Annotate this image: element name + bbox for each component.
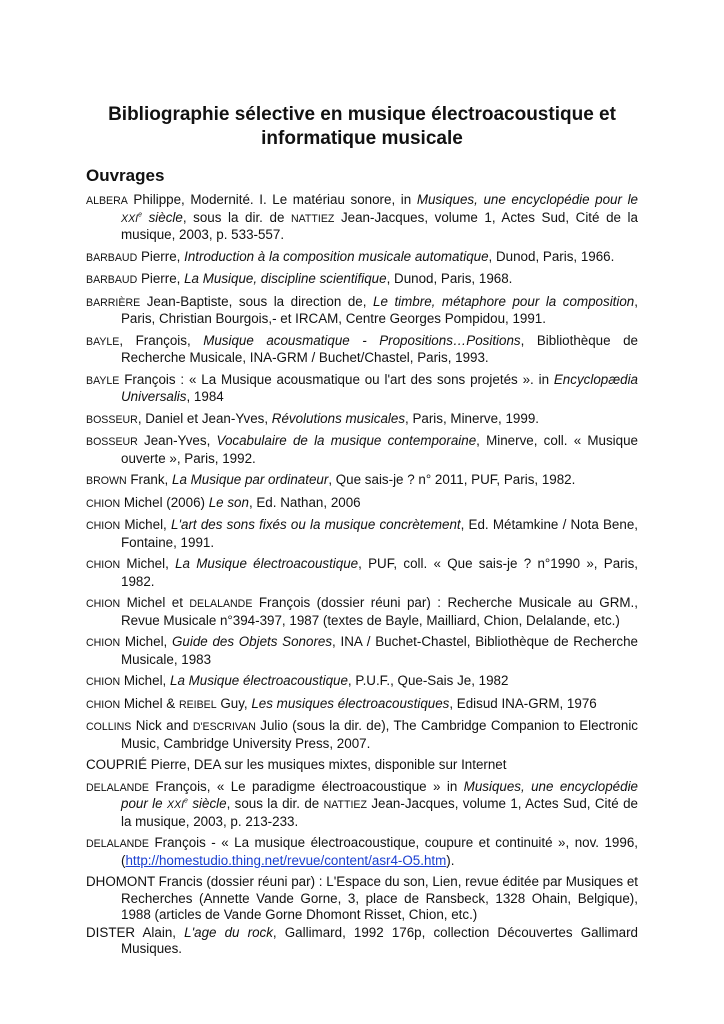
document-title xyxy=(60,103,664,151)
entry-text: Le timbre, métaphore pour la composition xyxy=(373,293,635,309)
entry-author: BARBAUD xyxy=(86,274,138,286)
entry-text: , Paris, Minerve, 1999. xyxy=(405,410,539,426)
entry-text: , Gallimard, 1992 176p, collection Découvertes Gallimard Musiques. xyxy=(121,924,638,956)
bibliography-entry xyxy=(86,556,638,590)
bibliography-entry xyxy=(86,595,638,629)
entry-text: , Ed. Nathan, 2006 xyxy=(248,494,361,510)
entry-author: CHION xyxy=(86,497,121,510)
entry-text: L'age du rock xyxy=(184,924,273,940)
entry-text: Michel et xyxy=(120,595,190,610)
entry-text: ). xyxy=(446,852,455,868)
entry-author: BARBAUD xyxy=(86,251,138,264)
entry-text: , François, xyxy=(119,332,204,348)
entry-text: Michel (2006) xyxy=(120,494,209,510)
entry-link[interactable]: http://homestudio.thing.net/revue/content/asr4-O5.htm xyxy=(125,852,447,868)
entry-author: BARRIÈRE xyxy=(86,296,141,309)
entry-text: Vocabulaire de la musique contemporaine xyxy=(216,433,477,448)
entry-author: XXI xyxy=(121,212,139,225)
entry-text: , Dunod, Paris, 1968. xyxy=(386,271,513,286)
entry-text: La Musique par ordinateur xyxy=(172,472,329,487)
bibliography-entry xyxy=(86,673,638,691)
bibliography-entry xyxy=(86,779,638,831)
entry-text: Le son xyxy=(208,494,249,510)
entry-author: CHION xyxy=(86,676,121,688)
bibliography-entry xyxy=(86,271,638,289)
entry-text: Jean-Baptiste, sous la direction de, xyxy=(140,293,373,309)
entry-author: DELALANDE xyxy=(86,781,149,794)
entry-text: La Musique, discipline scientifique xyxy=(184,271,387,286)
entry-text: , Daniel et Jean-Yves, xyxy=(137,410,272,426)
entry-text: , sous la dir. de xyxy=(226,796,324,811)
entry-text: , Edisud INA-GRM, 1976 xyxy=(449,695,597,711)
entry-text: , Dunod, Paris, 1966. xyxy=(488,248,615,264)
bibliography-entry xyxy=(86,472,638,490)
bibliography-entry xyxy=(86,249,638,267)
entry-text: Les musiques électroacoustiques xyxy=(251,695,450,711)
entry-text: Guy, xyxy=(216,695,252,711)
entry-text: Frank, xyxy=(126,472,172,487)
bibliography-entry xyxy=(86,495,638,513)
entry-text: Jean-Yves, xyxy=(137,433,217,448)
entry-text: , Minerve, coll. « Musique ouverte », Paris, 1992. xyxy=(121,433,638,466)
entry-author: CHION xyxy=(86,520,121,532)
entry-text: Julio (sous la dir. de), The Cambridge Companion to Electronic Music, Cambridge University Press, 2007. xyxy=(121,718,638,751)
entry-author: BROWN xyxy=(86,475,127,487)
entry-text: Jean-Jacques, volume 1, Actes Sud, Cité de la musique, 2003, p. 533-557. xyxy=(121,209,638,242)
entry-text: Michel, xyxy=(120,634,172,649)
entry-text: Philippe, Modernité. I. Le matériau sonore, in xyxy=(127,192,417,207)
bibliography-entry xyxy=(86,874,638,924)
entry-author: BOSSEUR xyxy=(86,413,138,426)
entry-author: CHION xyxy=(86,598,121,610)
entry-text: Introduction à la composition musicale automatique xyxy=(184,248,489,264)
entry-author: DELALANDE xyxy=(86,838,149,850)
entry-superscript: e xyxy=(184,797,188,805)
entry-text: , PUF, coll. « Que sais-je ? n°1990 », Paris, 1982. xyxy=(121,556,638,589)
entry-text: siècle xyxy=(141,209,183,225)
entry-text: COUPRIÉ Pierre, DEA sur les musiques mixtes, disponible sur Internet xyxy=(86,757,507,772)
entry-author: NATTIEZ xyxy=(291,212,335,225)
entry-text: , Paris, Christian Bourgois,- et IRCAM, Centre Georges Pompidou, 1991. xyxy=(121,293,638,326)
bibliography-entry xyxy=(86,294,638,328)
entry-text: Révolutions musicales xyxy=(271,410,406,426)
entry-text: François (dossier réuni par) : Recherche Musicale au GRM., Revue Musicale n°394-397, 1987 (textes de Bayle, Mailliard, Chion, Delalande, etc.) xyxy=(121,595,638,628)
entry-text: , Bibliothèque de Recherche Musicale, INA-GRM / Buchet/Chastel, Paris, 1993. xyxy=(121,332,638,365)
entry-author: COLLINS xyxy=(86,721,132,733)
entry-text: , INA / Buchet-Chastel, Bibliothèque de Recherche Musicale, 1983 xyxy=(121,634,638,667)
entry-author: REIBEL xyxy=(178,698,217,711)
entry-text: Michel & xyxy=(120,695,179,711)
entry-author: CHION xyxy=(86,637,121,649)
entry-author: D'ESCRIVAN xyxy=(192,721,256,733)
entry-author: NATTIEZ xyxy=(323,799,367,811)
entry-text: DISTER Alain, xyxy=(86,924,185,940)
entry-text: François : « La Musique acousmatique ou l'art des sons projetés ». in xyxy=(119,371,554,387)
bibliography-entry xyxy=(86,835,638,869)
section-heading: Ouvrages xyxy=(86,166,165,185)
entry-text: François, « Le paradigme électroacoustique » in xyxy=(149,778,464,794)
entry-text: , sous la dir. de xyxy=(182,209,291,225)
entry-author: XXI xyxy=(166,799,185,811)
title-line-1: Bibliographie sélective en musique électroacoustique et xyxy=(108,104,616,125)
entry-author: ALBERA xyxy=(86,195,128,207)
entry-text: , 1984 xyxy=(186,389,224,404)
bibliography-entry xyxy=(86,696,638,714)
entry-text: Pierre, xyxy=(137,248,185,264)
entry-author: BAYLE xyxy=(86,374,120,387)
entry-text: , Ed. Métamkine / Nota Bene, Fontaine, 1991. xyxy=(121,517,638,550)
entry-text: Nick and xyxy=(131,718,193,733)
entry-text: François - « La musique électroacoustique, coupure et continuité », nov. 1996, ( xyxy=(121,835,638,868)
entry-text: La Musique électroacoustique xyxy=(170,673,348,688)
entry-text: , P.U.F., Que-Sais Je, 1982 xyxy=(347,673,509,688)
entry-text: DHOMONT Francis (dossier réuni par) : L'Espace du son, Lien, revue éditée par Musiques et Recherches (Annette Vande Gorne, 3, place de Ransbeck, 1328 Ohain, Belgique), 1988 (articles de Vande Gorne Dhomont Risset, Chion, etc.) xyxy=(86,874,638,922)
bibliography-entry xyxy=(86,925,638,958)
entry-text: Michel, xyxy=(120,517,171,532)
entry-text: La Musique électroacoustique xyxy=(175,556,359,571)
bibliography-entry xyxy=(86,517,638,551)
entry-text: Guide des Objets Sonores xyxy=(172,634,333,649)
entry-text: Musiques, une encyclopédie pour le xyxy=(416,192,638,207)
entry-author: BOSSEUR xyxy=(86,436,138,448)
title-line-2: informatique musicale xyxy=(261,128,463,149)
entry-author: CHION xyxy=(86,559,121,571)
entry-author: CHION xyxy=(86,698,121,711)
bibliography-entry xyxy=(86,718,638,752)
entry-text: Musique acousmatique - Propositions…Positions xyxy=(203,332,521,348)
bibliography-entry xyxy=(86,634,638,668)
entry-superscript: e xyxy=(138,211,142,219)
bibliography-entry xyxy=(86,372,638,406)
entry-text: Musiques, une encyclopédie pour le xyxy=(121,778,638,811)
bibliography-entry xyxy=(86,192,638,244)
bibliography-entry xyxy=(86,411,638,429)
entry-text: Michel, xyxy=(120,556,176,571)
entry-text: Michel, xyxy=(120,673,170,688)
entry-text: Pierre, xyxy=(137,271,185,286)
entry-text: L'art des sons fixés ou la musique concrètement xyxy=(171,517,461,532)
entry-text: Encyclopædia Universalis xyxy=(121,371,638,404)
bibliography-entry xyxy=(86,433,638,467)
entry-author: DELALANDE xyxy=(189,598,253,610)
bibliography-entry xyxy=(86,333,638,367)
entry-author: BAYLE xyxy=(86,335,120,348)
entry-text: Jean-Jacques, volume 1, Actes Sud, Cité de la musique, 2003, p. 213-233. xyxy=(121,796,638,829)
bibliography-list xyxy=(86,192,638,963)
entry-text: , Que sais-je ? n° 2011, PUF, Paris, 1982. xyxy=(328,472,576,487)
bibliography-entry xyxy=(86,757,638,774)
entry-text: siècle xyxy=(187,796,227,811)
